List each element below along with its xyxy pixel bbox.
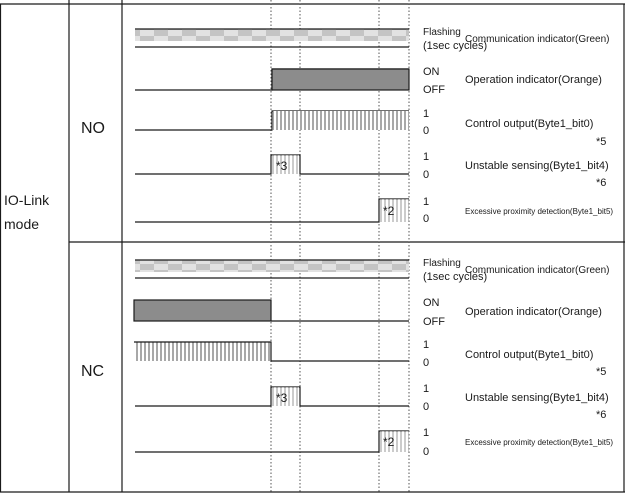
signal-label: Excessive proximity detection(Byte1_bit5) — [465, 438, 614, 447]
state-low: 0 — [423, 213, 430, 225]
signal-note: *6 — [596, 177, 607, 189]
state-low: 0 — [423, 357, 430, 369]
on-fill — [272, 69, 409, 90]
state-low: (1sec cycles) — [423, 271, 488, 283]
state-low: 0 — [423, 401, 430, 413]
marker-note: *2 — [383, 204, 395, 218]
mode-label-line2: mode — [4, 216, 40, 232]
signal-label: Control output(Byte1_bit0) — [465, 118, 594, 130]
state-low: 0 — [423, 125, 430, 137]
marker-note: *3 — [276, 391, 288, 405]
signal-label: Unstable sensing(Byte1_bit4) — [465, 392, 609, 404]
state-high: Flashing — [423, 27, 461, 38]
state-high: ON — [423, 297, 440, 309]
state-high: Flashing — [423, 258, 461, 269]
section-nc — [134, 258, 613, 458]
state-high: 1 — [423, 427, 430, 439]
state-low: 0 — [423, 446, 430, 458]
signal-label: Unstable sensing(Byte1_bit4) — [465, 160, 609, 172]
signal-label: Operation indicator(Orange) — [465, 306, 602, 318]
section-no — [135, 27, 613, 225]
signal-label: Control output(Byte1_bit0) — [465, 349, 594, 361]
state-high: 1 — [423, 383, 430, 395]
state-high: 1 — [423, 151, 430, 163]
state-high: ON — [423, 66, 440, 78]
state-low: OFF — [423, 84, 445, 96]
signal-excessive-proximity — [135, 431, 409, 452]
state-high: 1 — [423, 339, 430, 351]
state-high: 1 — [423, 108, 430, 120]
section-label-nc: NC — [81, 363, 105, 380]
signal-note: *5 — [596, 136, 607, 148]
on-fill — [134, 300, 271, 321]
signal-excessive-proximity — [135, 199, 409, 222]
flashing-band — [135, 29, 409, 41]
mode-label-line1: IO-Link — [4, 192, 50, 208]
state-low: (1sec cycles) — [423, 40, 488, 52]
signal-label: Operation indicator(Orange) — [465, 74, 602, 86]
signal-note: *6 — [596, 409, 607, 421]
section-label-no: NO — [81, 120, 105, 137]
unstable-stripes — [134, 342, 271, 361]
unstable-stripes — [273, 111, 409, 130]
signal-label: Excessive proximity detection(Byte1_bit5) — [465, 207, 614, 216]
signal-label: Communication indicator(Green) — [465, 265, 610, 276]
signal-label: Communication indicator(Green) — [465, 34, 610, 45]
state-low: OFF — [423, 316, 445, 328]
state-high: 1 — [423, 196, 430, 208]
signal-note: *5 — [596, 366, 607, 378]
state-low: 0 — [423, 169, 430, 181]
marker-note: *2 — [383, 435, 395, 449]
marker-note: *3 — [276, 159, 288, 173]
flashing-band — [135, 260, 409, 272]
